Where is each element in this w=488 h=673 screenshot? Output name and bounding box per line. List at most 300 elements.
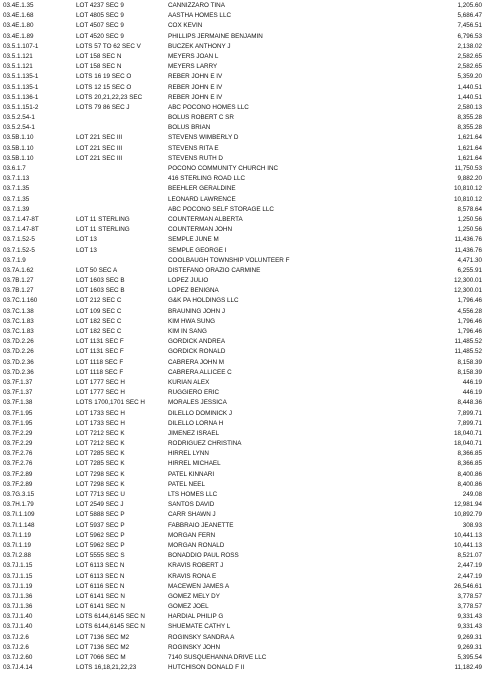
amount-due: 3,778.57 [457, 592, 482, 600]
table-row [0, 388, 488, 398]
lot-description: LOTS 16,18,21,22,23 [76, 664, 137, 672]
parcel-id: 03.7J.4.14 [3, 664, 33, 672]
amount-due: 2,580.13 [457, 103, 482, 111]
parcel-id: 03.7I.1.19 [3, 541, 32, 549]
amount-due: 1,440.51 [457, 93, 482, 101]
lot-description: LOT 6141 SEC N [76, 592, 125, 600]
amount-due: 1,250.56 [457, 215, 482, 223]
amount-due: 8,521.07 [457, 552, 482, 560]
table-row [0, 480, 488, 490]
amount-due: 10,810.12 [453, 195, 482, 203]
lot-description: LOT 1733 SEC H [76, 409, 125, 417]
table-row [0, 378, 488, 388]
amount-due: 26,546.61 [453, 582, 482, 590]
owner-name: ABC POCONO HOMES LLC [168, 103, 249, 111]
lot-description: LOT 1777 SEC H [76, 378, 125, 386]
owner-name: JIMENEZ ISRAEL [168, 429, 220, 437]
table-row [0, 83, 488, 93]
table-row [0, 327, 488, 337]
amount-due: 4,556.28 [457, 307, 482, 315]
table-row [0, 215, 488, 225]
owner-name: KURIAN ALEX [168, 378, 210, 386]
lot-description: LOT 4237 SEC 9 [76, 2, 124, 9]
amount-due: 1,621.64 [457, 144, 482, 152]
amount-due: 1,621.64 [457, 154, 482, 162]
amount-due: 9,882.20 [457, 175, 482, 183]
table-row [0, 429, 488, 439]
parcel-id: 03.7F.2.76 [3, 460, 33, 468]
amount-due: 12,981.94 [453, 501, 482, 509]
amount-due: 8,400.86 [457, 470, 482, 478]
amount-due: 5,686.47 [457, 12, 482, 20]
parcel-id: 03.7J.1.19 [3, 582, 33, 590]
lot-description: LOT 7212 SEC K [76, 440, 125, 448]
table-row [0, 582, 488, 592]
parcel-id: 03.7A.1.62 [3, 266, 34, 274]
lot-description: LOT 221 SEC III [76, 144, 123, 152]
owner-name: MORGAN FERN [168, 531, 216, 539]
parcel-id: 03.7D.2.36 [3, 368, 34, 376]
amount-due: 18,040.71 [453, 440, 482, 448]
parcel-id: 03.5B.1.10 [3, 144, 34, 152]
table-row [0, 337, 488, 347]
lot-description: LOT 50 SEC A [76, 266, 118, 274]
amount-due: 249.08 [462, 491, 482, 498]
parcel-id: 03.7J.1.15 [3, 572, 33, 580]
amount-due: 1,440.51 [457, 83, 482, 91]
lot-description: LOT 5937 SEC P [76, 521, 125, 529]
owner-name: BOLUS BRIAN [168, 124, 211, 132]
parcel-id: 03.7B.1.27 [3, 277, 34, 285]
amount-due: 2,582.65 [457, 63, 482, 71]
owner-name: LOPEZ JULIO [168, 277, 209, 285]
owner-name: COUNTERMAN JOHN [168, 226, 233, 234]
parcel-id: 03.5.1.121 [3, 63, 33, 71]
lot-description: LOT 6113 SEC N [76, 562, 125, 570]
parcel-id: 03.7F.2.29 [3, 429, 33, 437]
owner-name: PATEL NEEL [168, 480, 205, 488]
owner-name: STEVENS RUTH D [168, 154, 223, 162]
table-row [0, 123, 488, 133]
owner-name: CABRERA ALLICEE C [168, 368, 232, 376]
parcel-id: 03.7D.2.26 [3, 338, 34, 346]
table-row [0, 531, 488, 541]
owner-name: ROGINSKY SANDRA A [168, 633, 235, 641]
owner-name: REBER JOHN E IV [168, 83, 223, 91]
parcel-id: 03.7.1.35 [3, 185, 30, 193]
lot-description [76, 174, 168, 184]
lot-description: LOT 109 SEC C [76, 307, 122, 315]
parcel-id: 03.7I.1.19 [3, 531, 32, 539]
parcel-id: 03.7J.1.36 [3, 603, 33, 611]
table-row [0, 633, 488, 643]
amount-due: 9,269.31 [457, 643, 482, 651]
parcel-id: 03.7J.1.36 [3, 592, 33, 600]
owner-name: HIRREL LYNN [168, 450, 209, 458]
lot-description: LOTS 57 TO 62 SEC V [76, 42, 141, 50]
table-row [0, 449, 488, 459]
table-row [0, 368, 488, 378]
amount-due: 8,366.85 [457, 450, 482, 458]
owner-name: STEVENS WIMBERLY D [168, 134, 239, 142]
owner-name: BRAUNING JOHN J [168, 307, 226, 315]
table-row [0, 551, 488, 561]
lot-description: LOT 1118 SEC F [76, 368, 124, 376]
owner-name: MEYERS LARRY [168, 63, 218, 71]
parcel-id: 03.7F.2.89 [3, 470, 33, 478]
lot-description: LOT 13 [76, 236, 97, 244]
amount-due: 9,331.43 [457, 613, 482, 621]
parcel-id: 03.7J.2.6 [3, 643, 29, 651]
amount-due: 9,269.31 [457, 633, 482, 641]
table-row [0, 592, 488, 602]
owner-name: 416 STERLING ROAD LLC [168, 175, 245, 183]
lot-description: LOT 1603 SEC B [76, 277, 125, 285]
table-row [0, 296, 488, 306]
table-row [0, 93, 488, 103]
table-row [0, 154, 488, 164]
amount-due: 11,485.52 [454, 338, 482, 346]
lot-description: LOT 7136 SEC M2 [76, 633, 130, 641]
table-row [0, 164, 488, 174]
amount-due: 7,456.51 [457, 22, 482, 30]
amount-due: 446.19 [462, 378, 482, 386]
lot-description [76, 205, 168, 215]
owner-name: SHUEMATE CATHY L [168, 623, 231, 631]
parcel-id: 03.7G.3.15 [3, 491, 35, 498]
parcel-id: 03.7D.2.36 [3, 358, 34, 366]
parcel-id: 03.7F.1.37 [3, 389, 33, 397]
amount-due: 11,750.53 [454, 165, 482, 172]
parcel-id: 03.7C.1.83 [3, 328, 34, 335]
lot-description: LOT 11 STERLING [76, 215, 130, 223]
parcel-id: 03.7J.1.40 [3, 613, 33, 621]
amount-due: 8,158.39 [457, 368, 482, 376]
owner-name: CABRERA JOHN M [168, 358, 224, 366]
owner-name: LTS HOMES LLC [168, 491, 218, 498]
table-row [0, 256, 488, 266]
lot-description: LOTS 6144,6145 SEC N [76, 613, 145, 621]
amount-due: 11,485.52 [454, 348, 482, 356]
table-row [0, 439, 488, 449]
parcel-id: 03.7.1.47-8T [3, 215, 39, 223]
table-row [0, 398, 488, 408]
owner-name: DISTEFANO ORAZIO CARMINE [168, 266, 261, 274]
parcel-id: 03.7.1.35 [3, 195, 30, 203]
parcel-id: 03.4E.1.89 [3, 32, 34, 40]
table-row [0, 72, 488, 82]
lot-description: LOT 4805 SEC 9 [76, 12, 124, 20]
lot-description: LOT 7066 SEC M [76, 654, 126, 661]
parcel-id: 03.7D.2.26 [3, 348, 34, 356]
table-row [0, 541, 488, 551]
lot-description: LOT 1777 SEC H [76, 389, 125, 397]
amount-due: 2,447.19 [457, 562, 482, 570]
table-row [0, 113, 488, 123]
amount-due: 9,331.43 [457, 623, 482, 631]
table-row [0, 622, 488, 632]
owner-name: AASTHA HOMES LLC [168, 12, 231, 20]
parcel-id: 03.7I.2.88 [3, 552, 32, 560]
amount-due: 3,778.57 [457, 603, 482, 611]
amount-due: 10,441.13 [453, 541, 482, 549]
amount-due: 8,158.39 [457, 358, 482, 366]
parcel-id: 03.4E.1.80 [3, 22, 34, 30]
table-row [0, 521, 488, 531]
table-row [0, 195, 488, 205]
amount-due: 6,255.91 [457, 266, 482, 274]
table-row [0, 1, 488, 11]
parcel-id: 03.7F.2.89 [3, 480, 33, 488]
owner-name: GOMEZ MELY DY [168, 592, 220, 600]
table-row [0, 266, 488, 276]
table-row [0, 653, 488, 663]
table-row [0, 246, 488, 256]
parcel-id: 03.7J.1.15 [3, 562, 33, 570]
amount-due: 1,621.64 [457, 134, 482, 142]
table-row [0, 133, 488, 143]
owner-name: G&K PA HOLDINGS LLC [168, 297, 239, 305]
parcel-id: 03.7B.1.27 [3, 287, 34, 295]
table-row [0, 32, 488, 42]
amount-due: 11,436.76 [454, 246, 482, 254]
table-row [0, 347, 488, 357]
amount-due: 4,471.30 [457, 256, 482, 264]
table-row [0, 184, 488, 194]
amount-due: 2,138.02 [457, 42, 482, 50]
table-row [0, 663, 488, 673]
amount-due: 1,796.46 [457, 297, 482, 305]
parcel-id: 03.7.1.39 [3, 205, 30, 213]
lot-description: LOT 212 SEC C [76, 297, 122, 305]
amount-due: 1,796.46 [457, 317, 482, 325]
parcel-id: 03.7J.1.40 [3, 623, 33, 631]
lot-description: LOTS 16 19 SEC O [76, 73, 132, 81]
owner-name: POCONO COMMUNITY CHURCH INC [168, 165, 279, 172]
owner-name: GORDICK RONALD [168, 348, 226, 356]
owner-name: PHILLIPS JERMAINE BENJAMIN [168, 32, 263, 40]
owner-name: KRAVIS ROBERT J [168, 562, 224, 570]
owner-name: 7140 SUSQUEHANNA DRIVE LLC [168, 654, 267, 661]
amount-due: 2,582.65 [457, 52, 482, 60]
amount-due: 10,892.79 [453, 511, 482, 519]
owner-name: BONADDIO PAUL ROSS [168, 552, 239, 560]
parcel-id: 03.7I.1.148 [3, 521, 35, 529]
lot-description [76, 113, 168, 123]
lot-description: LOT 7285 SEC K [76, 460, 125, 468]
table-row [0, 21, 488, 31]
table-row [0, 358, 488, 368]
amount-due: 8,355.28 [457, 114, 482, 122]
parcel-id: 03.7F.1.95 [3, 409, 33, 417]
parcel-id: 03.7F.1.37 [3, 378, 33, 386]
table-row [0, 286, 488, 296]
lot-description: LOT 1131 SEC F [76, 338, 124, 346]
table-row [0, 490, 488, 500]
owner-name: GOMEZ JOEL [168, 603, 209, 611]
lot-description: LOT 221 SEC III [76, 134, 123, 142]
amount-due: 5,395.54 [457, 654, 482, 661]
table-row [0, 52, 488, 62]
table-row [0, 42, 488, 52]
parcel-id: 03.5.2.54-1 [3, 114, 35, 122]
lot-description: LOT 7713 SEC U [76, 491, 125, 498]
lot-description: LOT 13 [76, 246, 97, 254]
owner-name: HIRREL MICHAEL [168, 460, 221, 468]
owner-name: KIM IN SANG [168, 328, 207, 335]
table-row [0, 276, 488, 286]
table-row [0, 459, 488, 469]
amount-due: 12,300.01 [453, 277, 482, 285]
owner-name: KIM HWA SUNG [168, 317, 215, 325]
parcel-id: 03.5.2.54-1 [3, 124, 35, 132]
amount-due: 1,205.60 [457, 2, 482, 9]
owner-name: ROGINSKY JOHN [168, 643, 221, 651]
lot-description: LOT 6116 SEC N [76, 582, 125, 590]
lot-description: LOT 182 SEC C [76, 317, 122, 325]
lot-description: LOT 182 SEC C [76, 328, 122, 335]
amount-due: 308.93 [462, 521, 482, 529]
lot-description: LOT 5962 SEC P [76, 531, 125, 539]
table-row [0, 144, 488, 154]
table-row [0, 307, 488, 317]
owner-name: BUCZEK ANTHONY J [168, 42, 231, 50]
lot-description: LOT 4520 SEC 9 [76, 32, 124, 40]
parcel-id: 03.5.1.136-1 [3, 93, 39, 101]
parcel-id: 03.7F.2.29 [3, 440, 33, 448]
table-row [0, 409, 488, 419]
table-row [0, 419, 488, 429]
lot-description: LOT 2549 SEC J [76, 501, 124, 509]
owner-name: CARR SHAWN J [168, 511, 216, 519]
owner-name: RUGGIERO ERIC [168, 389, 220, 397]
lot-description [76, 195, 168, 205]
lot-description [76, 164, 168, 174]
lot-description: LOT 158 SEC N [76, 63, 122, 71]
amount-due: 8,400.86 [457, 480, 482, 488]
owner-name: STEVENS RITA E [168, 144, 219, 152]
parcel-id: 03.4E.1.68 [3, 12, 34, 20]
parcel-id: 03.5B.1.10 [3, 154, 34, 162]
lot-description: LOT 5888 SEC P [76, 511, 125, 519]
owner-name: SEMPLE JUNE M [168, 236, 219, 244]
amount-due: 7,899.71 [457, 419, 482, 427]
amount-due: 446.19 [462, 389, 482, 397]
lot-description: LOT 7298 SEC K [76, 470, 125, 478]
lot-description: LOT 1603 SEC B [76, 287, 125, 295]
parcel-id: 03.7C.1.160 [3, 297, 38, 305]
parcel-id: 03.7.1.9 [3, 256, 26, 264]
table-row [0, 500, 488, 510]
amount-due: 12,300.01 [453, 287, 482, 295]
lot-description: LOT 221 SEC III [76, 154, 123, 162]
table-row [0, 103, 488, 113]
table-row [0, 205, 488, 215]
amount-due: 2,447.19 [457, 572, 482, 580]
parcel-id: 03.5.1.135-1 [3, 83, 39, 91]
table-row [0, 470, 488, 480]
table-row [0, 510, 488, 520]
parcel-id: 03.7J.2.6 [3, 633, 29, 641]
owner-name: SANTOS DAVID [168, 501, 215, 509]
amount-due: 8,355.28 [457, 124, 482, 132]
owner-name: KRAVIS RONA E [168, 572, 217, 580]
table-row [0, 643, 488, 653]
lot-description [76, 184, 168, 194]
table-row [0, 174, 488, 184]
lot-description: LOTS 20,21,22,23 SEC [76, 93, 143, 101]
lot-description: LOT 5555 SEC S [76, 552, 125, 560]
amount-due: 8,578.64 [457, 205, 482, 213]
owner-name: LOPEZ BENIGNA [168, 287, 219, 295]
owner-name: SEMPLE GEORGE I [168, 246, 227, 254]
parcel-id: 03.7F.1.95 [3, 419, 33, 427]
amount-due: 11,182.49 [454, 664, 482, 672]
parcel-id: 03.7F.2.76 [3, 450, 33, 458]
owner-name: MORGAN RONALD [168, 541, 225, 549]
lot-description: LOTS 79 86 SEC J [76, 103, 130, 111]
lot-description: LOT 6141 SEC N [76, 603, 125, 611]
lot-description: LOT 1131 SEC F [76, 348, 124, 356]
owner-name: COX KEVIN [168, 22, 203, 30]
owner-name: REBER JOHN E IV [168, 93, 223, 101]
parcel-id: 03.5.1.151-2 [3, 103, 39, 111]
parcel-id: 03.5.1.135-1 [3, 73, 39, 81]
lot-description: LOTS 6144,6145 SEC N [76, 623, 145, 631]
owner-name: COUNTERMAN ALBERTA [168, 215, 243, 223]
owner-name: RODRIGUEZ CHRISTINA [168, 440, 242, 448]
owner-name: COOLBAUGH TOWNSHIP VOLUNTEER F [168, 256, 290, 264]
owner-name: MORALES JESSICA [168, 399, 227, 407]
lot-description: LOT 6113 SEC N [76, 572, 125, 580]
owner-name: MEYERS JOAN L [168, 52, 219, 60]
lot-description: LOT 4507 SEC 9 [76, 22, 124, 30]
amount-due: 10,810.12 [453, 185, 482, 193]
table-row [0, 235, 488, 245]
owner-name: BOLUS ROBERT C SR [168, 114, 234, 122]
owner-name: ABC POCONO SELF STORAGE LLC [168, 205, 274, 213]
lot-description: LOTS 1700,1701 SEC H [76, 399, 145, 407]
amount-due: 5,359.20 [457, 73, 482, 81]
owner-name: CANNIZZARO TINA [168, 2, 225, 9]
table-row [0, 572, 488, 582]
table-row [0, 62, 488, 72]
amount-due: 8,448.36 [457, 399, 482, 407]
amount-due: 1,250.56 [457, 226, 482, 234]
owner-name: BEEHLER GERALDINE [168, 185, 236, 193]
lot-description [76, 256, 168, 266]
lot-description: LOT 11 STERLING [76, 226, 130, 234]
amount-due: 1,796.46 [457, 328, 482, 335]
table-row [0, 225, 488, 235]
table-row [0, 602, 488, 612]
lot-description: LOT 7298 SEC K [76, 480, 125, 488]
parcel-id: 03.7I.1.109 [3, 511, 35, 519]
lot-description: LOTS 12 15 SEC O [76, 83, 132, 91]
parcel-id: 03.5.1.121 [3, 52, 33, 60]
owner-name: MACEWEN JAMES A [168, 582, 230, 590]
owner-name: HARDIAL PHILIP G [168, 613, 224, 621]
owner-name: FABBRAIO JEANETTE [168, 521, 234, 529]
parcel-id: 03.5.1.107-1 [3, 42, 39, 50]
parcel-id: 03.7.1.47-8T [3, 226, 39, 234]
owner-name: LEONARD LAWRENCE [168, 195, 236, 203]
parcel-id: 03.7.1.13 [3, 175, 30, 183]
amount-due: 11,436.76 [454, 236, 482, 244]
lot-description: LOT 5962 SEC P [76, 541, 125, 549]
table-row [0, 561, 488, 571]
amount-due: 6,796.53 [457, 32, 482, 40]
